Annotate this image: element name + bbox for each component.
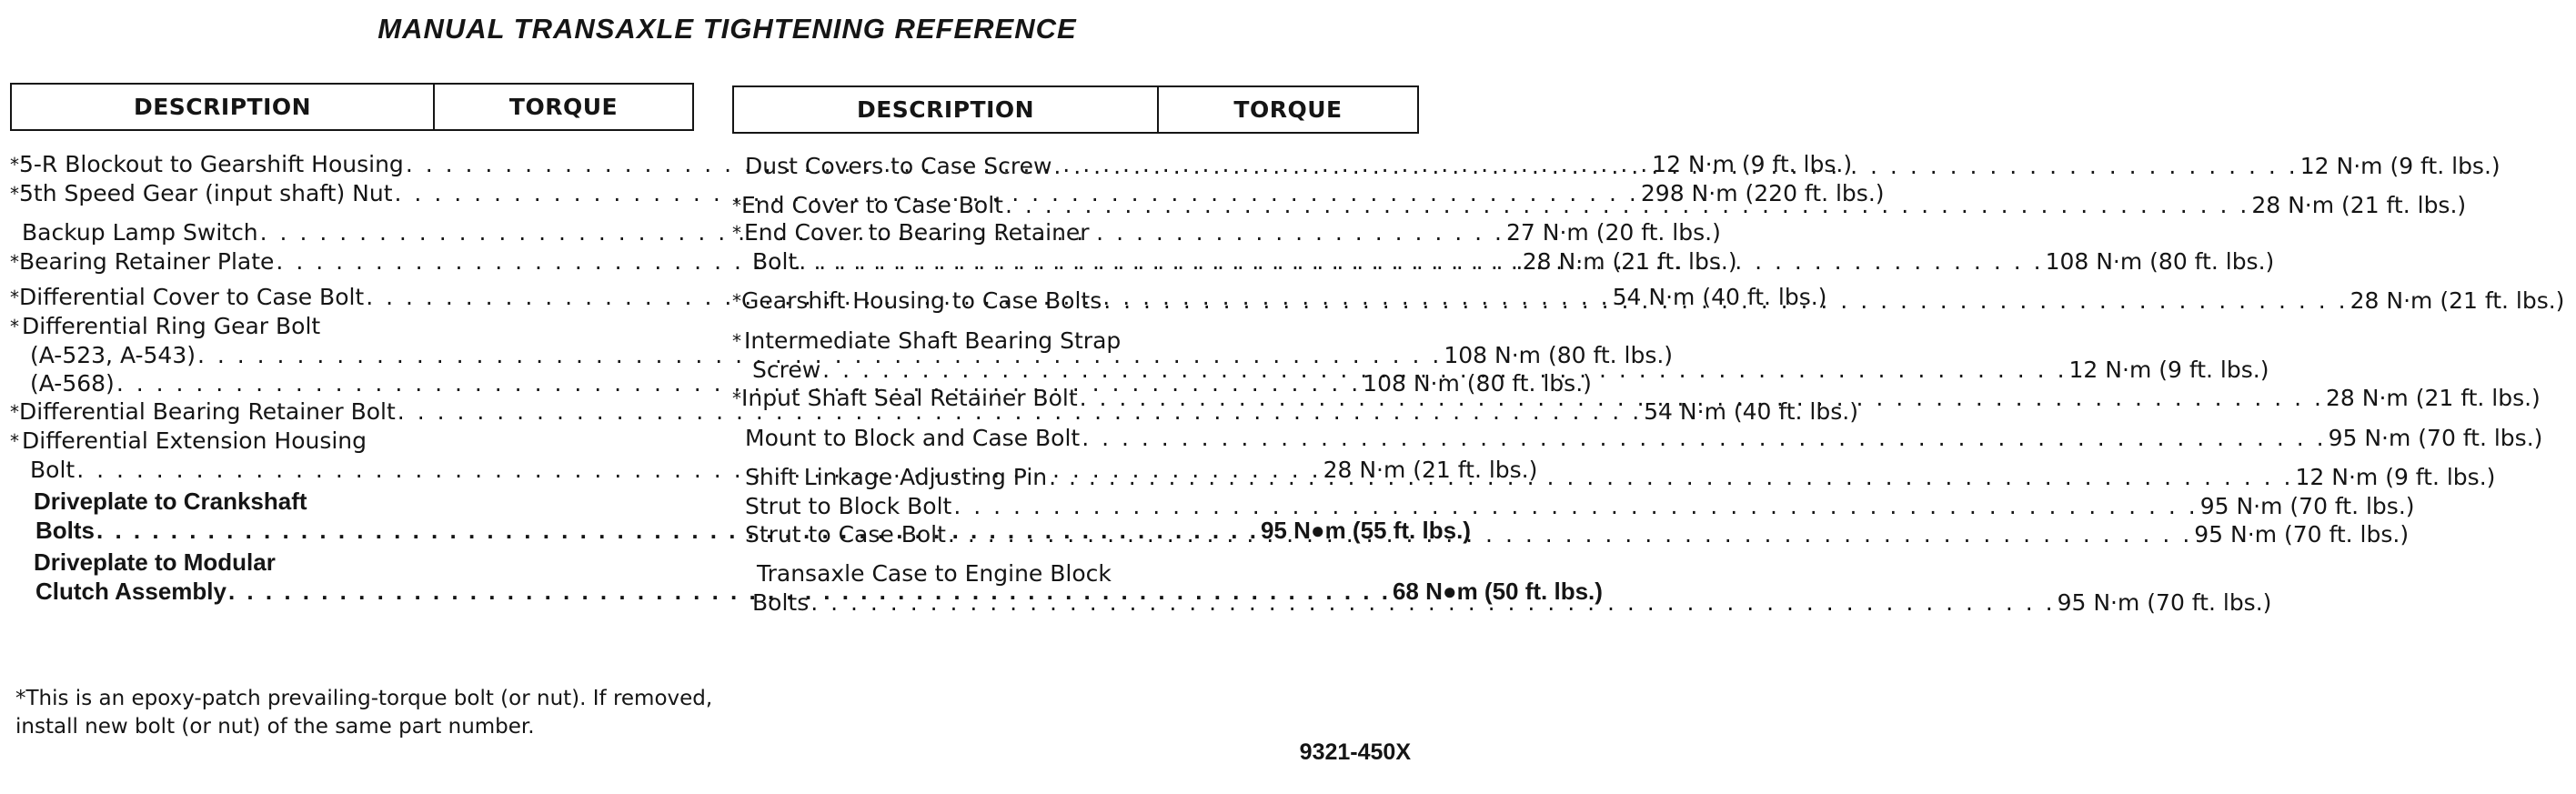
dot-leader [1080, 425, 2328, 452]
row-torque-value: 95 N·m (70 ft. lbs.) [2328, 425, 2543, 451]
dot-leader [797, 248, 2045, 276]
row-description: Bolt [30, 457, 75, 483]
figure-number: 9321-450X [1299, 739, 1411, 765]
left-table-row [10, 342, 1674, 369]
epoxy-patch-marker: * [732, 290, 741, 312]
left-table-row [10, 548, 665, 576]
row-description: Bolt [752, 248, 798, 275]
row-torque-value: 54 N·m (40 ft. lbs.) [1612, 284, 1827, 310]
epoxy-patch-marker: * [10, 154, 19, 176]
epoxy-patch-marker: * [10, 251, 19, 273]
row-description: Bearing Retainer Plate [19, 248, 275, 275]
row-description: Driveplate to Modular [34, 548, 276, 576]
epoxy-patch-marker: * [732, 222, 741, 244]
epoxy-patch-marker [10, 548, 22, 576]
row-torque-value: 28 N·m (21 ft. lbs.) [1323, 457, 1538, 483]
row-torque-value: 12 N·m (9 ft. lbs.) [2299, 153, 2501, 179]
epoxy-patch-marker [732, 560, 744, 588]
dot-leader [946, 521, 2194, 548]
row-torque-value: 95 N·m (70 ft. lbs.) [2057, 589, 2272, 616]
row-description: End Cover to Bearing Retainer [744, 219, 1090, 246]
epoxy-patch-marker: * [732, 330, 741, 352]
right-table-row [732, 493, 2415, 520]
left-table-row [10, 427, 665, 455]
row-description: Bolts [35, 517, 95, 544]
row-description: Bolts [752, 589, 810, 616]
row-description: Dust Covers to Case Screw [745, 153, 1052, 179]
row-description: 5-R Blockout to Gearshift Housing [19, 151, 404, 177]
footnote [15, 685, 712, 741]
row-description: Differential Bearing Retainer Bolt [19, 398, 396, 425]
row-description: Differential Extension Housing [22, 427, 367, 454]
left-description-header: DESCRIPTION [12, 85, 435, 129]
right-table-header [732, 85, 1419, 134]
row-description: Shift Linkage Adjusting Pin [745, 464, 1048, 490]
row-description: Backup Lamp Switch [22, 219, 258, 246]
row-torque-value: 28 N·m (21 ft. lbs.) [1522, 248, 1737, 275]
dot-leader [1052, 153, 2299, 180]
row-torque-value: 12 N·m (9 ft. lbs.) [1652, 151, 1853, 177]
dot-leader [1003, 192, 2251, 219]
right-table-row [732, 153, 2501, 180]
row-torque-value: 12 N·m (9 ft. lbs.) [2068, 357, 2269, 383]
row-torque-value: 95 N●m (55 ft. lbs.) [1260, 517, 1471, 544]
row-description: End Cover to Case Bolt [741, 192, 1003, 218]
row-torque-value: 108 N·m (80 ft. lbs.) [2045, 248, 2275, 275]
right-table-row [732, 521, 2410, 548]
dot-leader [809, 589, 2057, 617]
row-torque-value: 95 N·m (70 ft. lbs.) [2199, 493, 2415, 519]
row-description: Strut to Block Bolt [745, 493, 952, 519]
row-description: Differential Cover to Case Bolt [19, 284, 365, 310]
epoxy-patch-marker: * [10, 316, 19, 337]
row-torque-value: 108 N·m (80 ft. lbs.) [1444, 342, 1674, 368]
dot-leader [1102, 287, 2350, 315]
row-description: Driveplate to Crankshaft [34, 487, 307, 515]
epoxy-patch-marker: * [732, 195, 741, 216]
left-torque-header: TORQUE [508, 94, 619, 120]
dot-leader [820, 357, 2068, 384]
right-table-row [732, 425, 2543, 452]
row-torque-value: 12 N·m (9 ft. lbs.) [2295, 464, 2496, 490]
row-description: 5th Speed Gear (input shaft) Nut [19, 180, 393, 206]
row-torque-value: 28 N·m (21 ft. lbs.) [2350, 287, 2565, 314]
dot-leader [1047, 464, 2295, 491]
footnote-line: *This is an epoxy-patch prevailing-torque bolt (or nut). If removed, [15, 687, 713, 710]
row-description: Clutch Assembly [35, 578, 226, 605]
row-description: Screw [752, 357, 821, 383]
left-table-header [10, 83, 694, 131]
right-table-row [732, 327, 1394, 355]
row-description: Intermediate Shaft Bearing Strap [744, 327, 1122, 354]
page-title: MANUAL TRANSAXLE TIGHTENING REFERENCE [377, 13, 1077, 45]
right-table-row [732, 219, 1394, 246]
epoxy-patch-marker: * [10, 286, 19, 308]
left-table-row [10, 487, 665, 515]
epoxy-patch-marker: * [10, 183, 19, 205]
row-torque-value: 95 N·m (70 ft. lbs.) [2194, 521, 2410, 548]
left-table-row [10, 313, 665, 340]
right-description-header: DESCRIPTION [734, 87, 1159, 132]
row-torque-value: 298 N·m (220 ft. lbs.) [1640, 180, 1885, 206]
epoxy-patch-marker: * [10, 401, 19, 423]
dot-leader [1078, 385, 2326, 412]
row-description: Mount to Block and Case Bolt [745, 425, 1081, 451]
row-description: (A-523, A-543) [30, 342, 196, 368]
row-description: (A-568) [30, 370, 115, 397]
row-torque-value: 28 N·m (21 ft. lbs.) [2326, 385, 2541, 411]
row-torque-value: 108 N·m (80 ft. lbs.) [1363, 370, 1592, 397]
row-torque-value: 28 N·m (21 ft. lbs.) [2251, 192, 2467, 218]
right-table-row [732, 560, 1394, 588]
epoxy-patch-marker [10, 487, 22, 515]
epoxy-patch-marker: * [732, 387, 741, 409]
row-torque-value: 54 N·m (40 ft. lbs.) [1644, 398, 1858, 425]
row-description: Differential Ring Gear Bolt [22, 313, 321, 339]
footnote-line: install new bolt (or nut) of the same part number. [15, 715, 535, 739]
right-torque-header: TORQUE [1233, 96, 1343, 123]
row-torque-value: 27 N·m (20 ft. lbs.) [1506, 219, 1721, 246]
row-description: Transaxle Case to Engine Block [757, 560, 1112, 587]
epoxy-patch-marker: * [10, 430, 19, 452]
dot-leader [951, 493, 2199, 520]
row-description: Input Shaft Seal Retainer Bolt [741, 385, 1078, 411]
row-description: Gearshift Housing to Case Bolts [741, 287, 1102, 314]
row-description: Strut to Case Bolt [745, 521, 946, 548]
row-torque-value: 68 N●m (50 ft. lbs.) [1392, 578, 1603, 605]
